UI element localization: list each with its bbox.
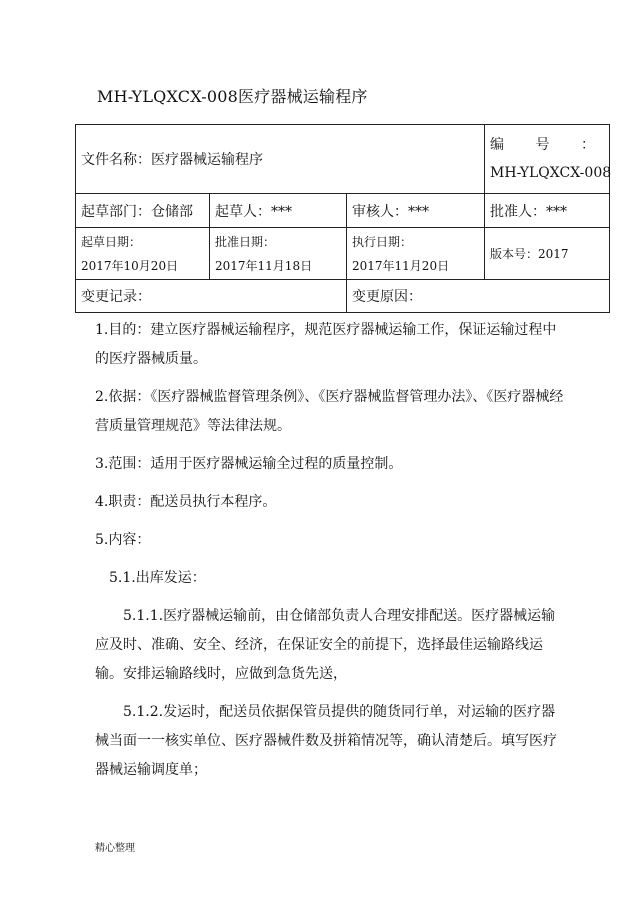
change-record-cell: 变更记录： (76, 280, 347, 313)
code-label-a: 编 (490, 137, 505, 153)
section-5-1-2-paragraph: 5.1.2.发运时，配送员依据保管员提供的随货同行单，对运输的医疗器械当面一一核实单位、医疗器械件数及拼箱情况等，确认清楚后。填写医疗器械运输调度单； (95, 704, 557, 778)
exec-date-label: 执行日期： (352, 234, 413, 249)
section-5-1-heading: 5.1.出库发运： (109, 570, 206, 586)
responsibility-paragraph: 4.职责：配送员执行本程序。 (95, 494, 277, 510)
draft-date-label: 起草日期： (81, 234, 142, 249)
content-heading: 5.内容： (95, 532, 151, 548)
approver-cell: 批准人：*** (485, 194, 610, 228)
draft-date-value: 2017年10月20日 (81, 258, 179, 273)
reviewer-cell: 审核人：*** (347, 194, 485, 228)
exec-date-cell (347, 228, 485, 280)
document-code-cell (485, 125, 610, 194)
draft-date-cell (76, 228, 210, 280)
approve-date-label: 批准日期： (215, 234, 276, 249)
document-body (95, 316, 565, 794)
document-code-value: MH-YLQXCX-008 (490, 165, 612, 181)
exec-date-value: 2017年11月20日 (352, 258, 450, 273)
draft-department-cell: 起草部门：仓储部 (76, 194, 210, 228)
document-info-table (75, 124, 610, 313)
approve-date-cell (210, 228, 347, 280)
purpose-paragraph: 1.目的：建立医疗器械运输程序，规范医疗器械运输工作，保证运输过程中的医疗器械质量。 (95, 322, 557, 367)
section-5-1-1-paragraph: 5.1.1.医疗器械运输前，由仓储部负责人合理安排配送。医疗器械运输应及时、准确、安全、经济，在保证安全的前提下，选择最佳运输路线运输。安排运输路线时，应做到急货先送， (95, 608, 556, 682)
file-name-cell: 文件名称：医疗器械运输程序 (76, 125, 485, 194)
drafter-cell: 起草人：*** (210, 194, 347, 228)
approve-date-value: 2017年11月18日 (215, 258, 313, 273)
change-reason-cell: 变更原因： (347, 280, 610, 313)
code-label-b: 号 (535, 137, 550, 153)
version-cell: 版本号：2017 (485, 228, 610, 280)
basis-paragraph: 2.依据：《医疗器械监督管理条例》、《医疗器械监督管理办法》、《医疗器械经营质量管理规范》等法律法规。 (95, 389, 564, 434)
document-code-label (490, 131, 609, 159)
scope-paragraph: 3.范围：适用于医疗器械运输全过程的质量控制。 (95, 456, 403, 472)
code-label-c: ： (581, 137, 596, 153)
document-title: MH-YLQXCX-008医疗器械运输程序 (97, 87, 368, 106)
footer-text: 精心整理 (95, 843, 135, 854)
